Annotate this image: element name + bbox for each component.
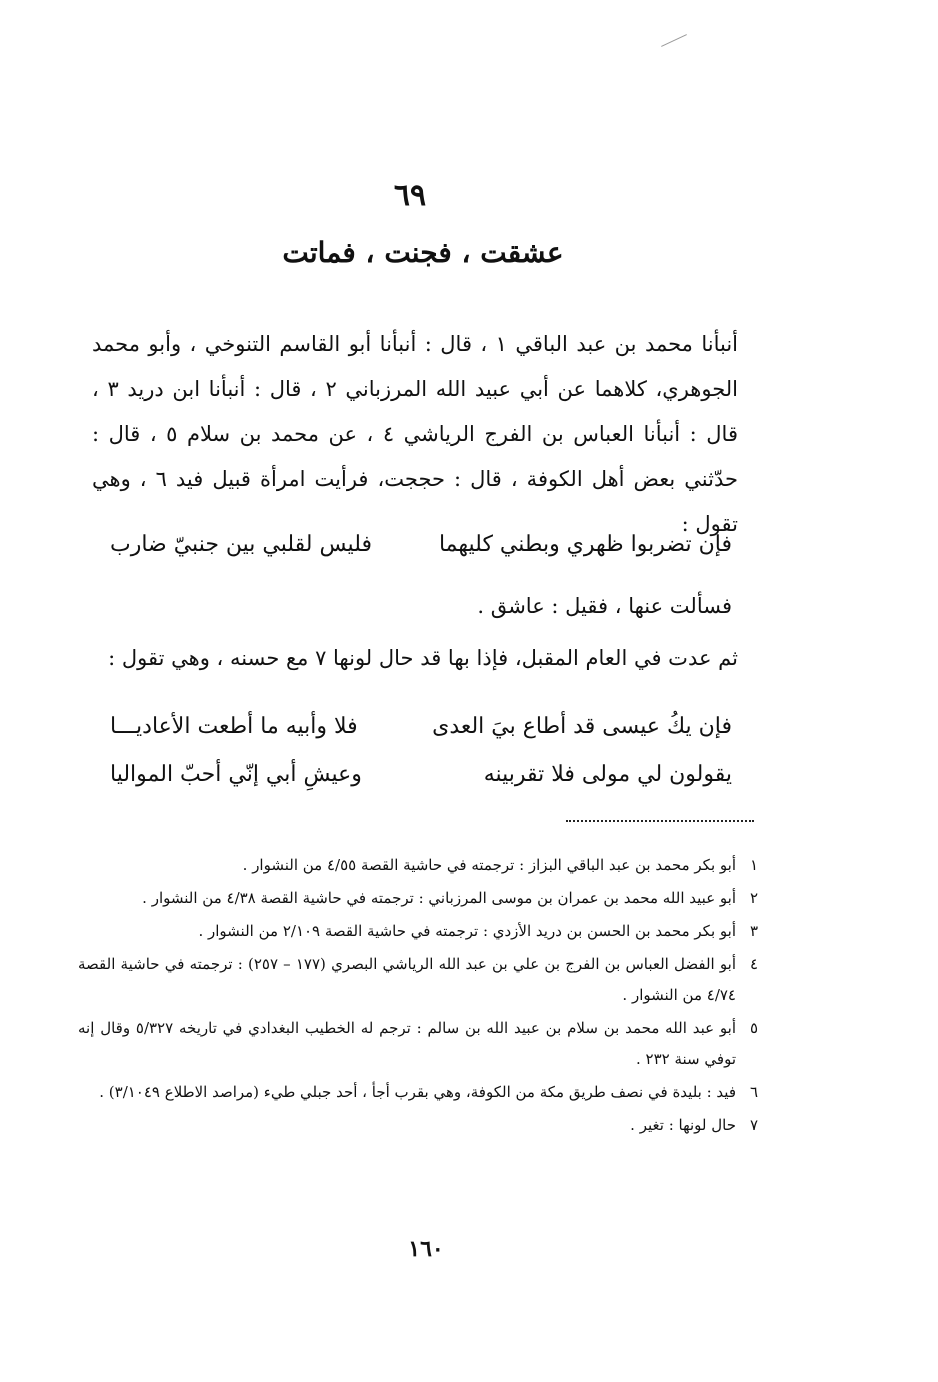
footnote-text: أبو بكر محمد بن الحسن بن دريد الأزدي : ترجمته في حاشية القصة ٢/١٠٩ من النشوار . (198, 922, 736, 940)
chain-of-narration (92, 322, 738, 547)
footnote-text: أبو الفضل العباس بن الفرج بن علي بن عبد الله الرياشي البصري (١٧٧ – ٢٥٧) : ترجمته في حاشية القصة ٤/٧٤ من النشوار . (78, 955, 736, 1004)
footnote (78, 883, 758, 914)
footnote-separator (566, 820, 754, 822)
verse-line-3 (110, 754, 732, 794)
footnote-number: ٤ (749, 955, 758, 973)
footnote-number: ٧ (749, 1116, 758, 1134)
footnote-number: ٢ (749, 889, 758, 907)
verse-line-1 (110, 524, 732, 564)
verse-hemistich-left: فليس لقلبي بين جنبيّ ضارب (110, 531, 372, 557)
footnote-text: أبو عبد الله محمد بن سلام بن عبيد الله بن سالم : ترجم له الخطيب البغدادي في تاريخه ٥/٣٢٧ وقال إنه توفي سنة ٢٣٢ . (78, 1019, 736, 1068)
footnote (78, 916, 758, 947)
footnote-number: ٥ (749, 1019, 758, 1037)
footnote-text: حال لونها : تغير . (630, 1116, 736, 1134)
line-asked: فسألت عنها ، فقيل : عاشق . (477, 594, 732, 618)
footnote (78, 1110, 758, 1141)
prose-paragraph: أنبأنا محمد بن عبد الباقي ١ ، قال : أنبأنا أبو القاسم التنوخي ، وأبو محمد الجوهري، كلاهما عن أبي عبيد الله المرزباني ٢ ، قال : أنبأنا ابن دريد ٣ ، قال : أنبأنا العباس بن الفرج الرياشي ٤ ، عن محمد بن سلام ٥ ، قال : حدّثني بعض أهل الكوفة ، قال : حججت، فرأيت امرأة قبيل فيد ٦ ، وهي تقول : (92, 332, 739, 536)
footnotes (78, 850, 758, 1143)
footnote (78, 1013, 758, 1075)
line-return: ثم عدت في العام المقبل، فإذا بها قد حال لونها ٧ مع حسنه ، وهي تقول : (108, 646, 738, 670)
page-number: ١٦٠ (408, 1236, 444, 1262)
verse-hemistich-right: فإن يكُ عيسى قد أطاع بيَ العدى (432, 713, 732, 739)
story-number: ٦٩ (393, 178, 427, 213)
verse-hemistich-right: فإن تضربوا ظهري وبطني كليهما (438, 531, 732, 557)
verse-hemistich-right: يقولون لي مولى فلا تقربينه (483, 761, 732, 787)
footnote (78, 850, 758, 881)
footnote-number: ٦ (749, 1083, 758, 1101)
verse-line-2 (110, 706, 732, 746)
footnote (78, 949, 758, 1011)
verse-hemistich-left: فلا وأبيه ما أطعت الأعاديـــا (110, 713, 358, 739)
story-title: عشقت ، فجنت ، فماتت (282, 236, 564, 269)
footnote-number: ٣ (749, 922, 758, 940)
verse-hemistich-left: وعيشِ أبي إنّي أحبّ المواليا (110, 761, 362, 787)
margin-mark (661, 34, 687, 47)
footnote-number: ١ (749, 856, 758, 874)
footnote-text: أبو بكر محمد بن عبد الباقي البزاز : ترجمته في حاشية القصة ٤/٥٥ من النشوار . (242, 856, 736, 874)
footnote (78, 1077, 758, 1108)
footnote-text: أبو عبيد الله محمد بن عمران بن موسى المرزباني : ترجمته في حاشية القصة ٤/٣٨ من النشوار . (142, 889, 736, 907)
footnote-text: فيد : بليدة في نصف طريق مكة من الكوفة، وهي بقرب أجأ ، أحد جبلي طيء (مراصد الاطلاع ٣/١٠٤٩) . (99, 1083, 736, 1101)
